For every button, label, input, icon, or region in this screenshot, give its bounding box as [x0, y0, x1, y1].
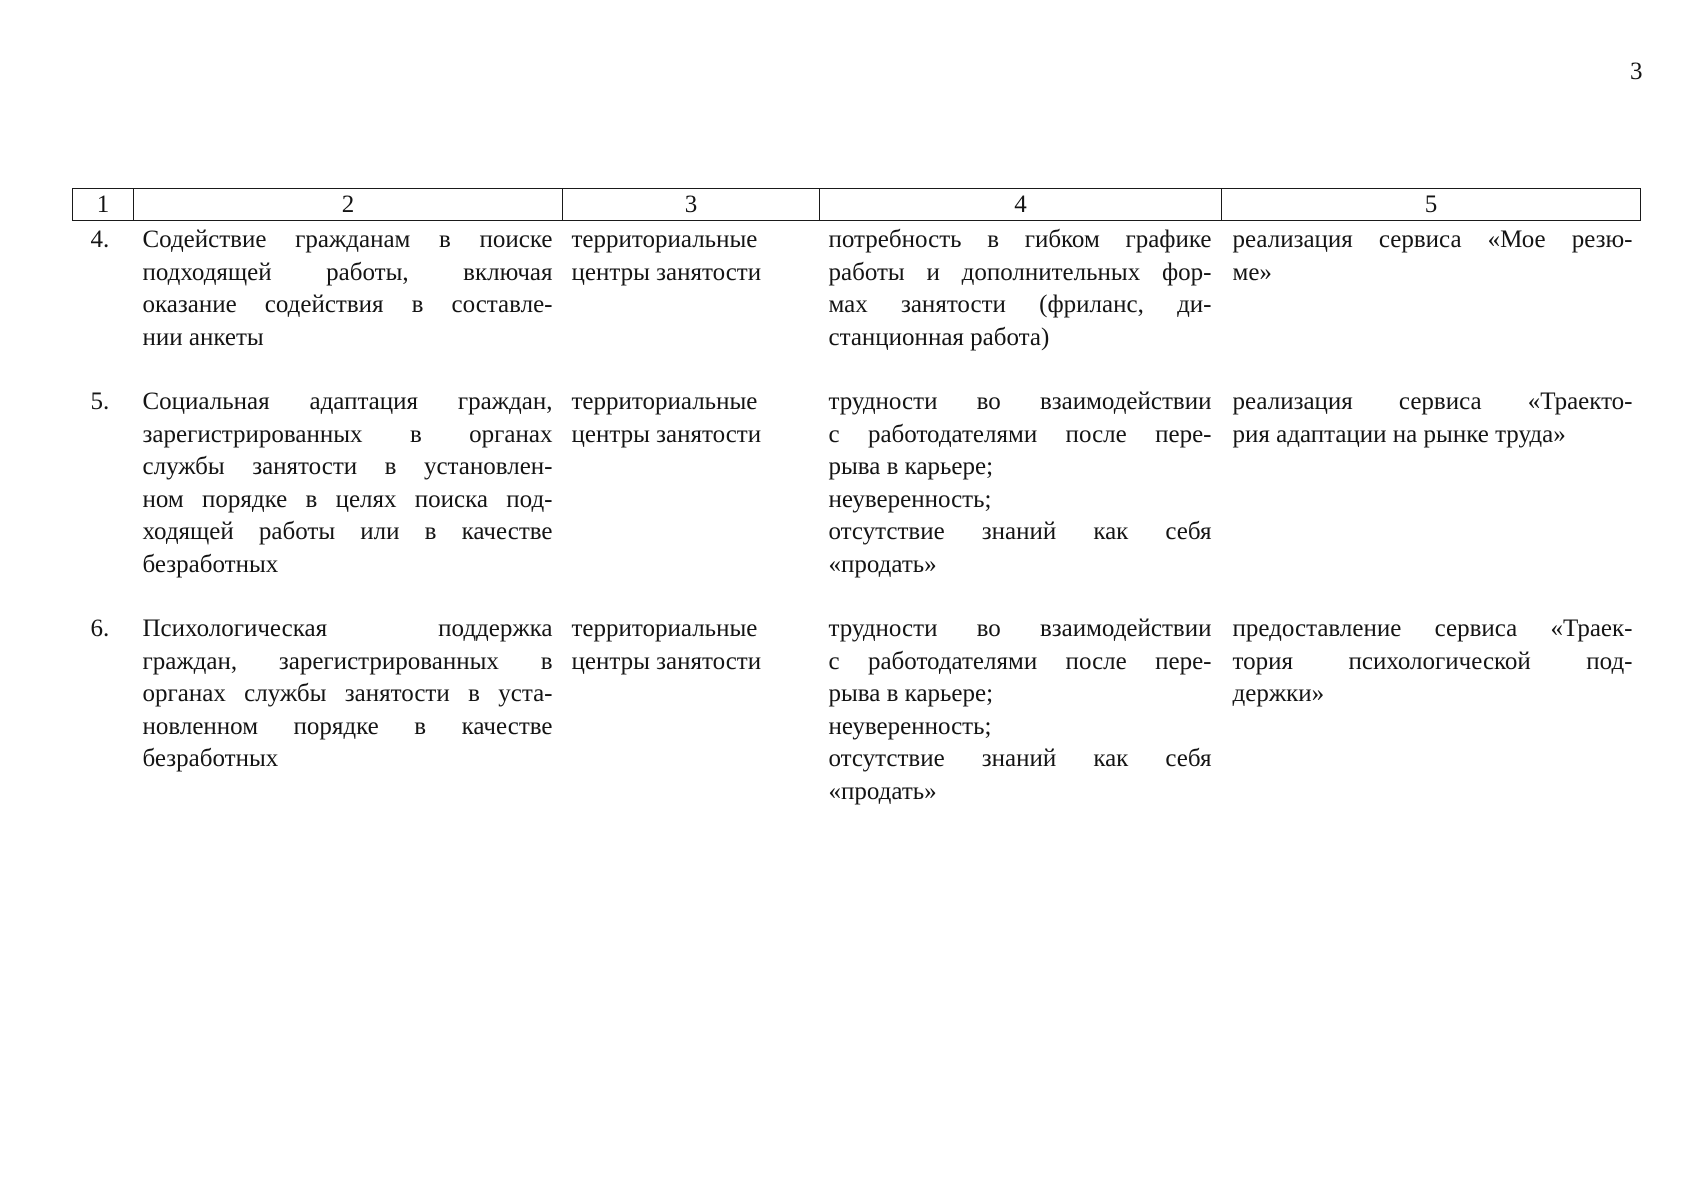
table-row: [73, 613, 1641, 808]
text-line: станционная работа): [828, 323, 1050, 351]
text-line: рыва в карьере;: [828, 680, 994, 707]
text-line: держки»: [1232, 680, 1325, 707]
service-description-cell: [134, 221, 563, 355]
service-description: [134, 613, 563, 776]
solution: [1222, 613, 1641, 711]
text-line: оказание содействия в составле-: [142, 291, 553, 318]
text-line: территориальные: [571, 615, 758, 642]
problem-cell: [820, 613, 1222, 808]
problem: [820, 224, 1222, 354]
table-body: [73, 221, 1641, 809]
row-spacer: [73, 581, 1641, 613]
text-line: ходящей работы или в качестве: [142, 518, 553, 545]
solution-cell: [1222, 613, 1641, 808]
responsible-party-cell: [563, 613, 820, 808]
text-line: органах службы занятости в уста-: [142, 680, 553, 707]
text-line: службы занятости в установлен-: [142, 453, 553, 480]
responsible-party: [563, 613, 820, 678]
problem: [820, 386, 1222, 581]
text-line: с работодателями после пере-: [828, 647, 1212, 675]
row-number: 5.: [90, 388, 110, 415]
header-col-5: 5: [1222, 189, 1641, 221]
row-spacer: [73, 354, 1641, 386]
text-line: отсутствие знаний как себя: [828, 745, 1212, 772]
text-line: рия адаптации на рынке труда»: [1232, 420, 1566, 448]
text-line: новленном порядке в качестве: [142, 712, 553, 740]
table-header-row: [73, 189, 1641, 221]
text-line: центры занятости: [571, 647, 762, 675]
solution: [1222, 224, 1641, 289]
text-line: граждан, зарегистрированных в: [142, 647, 553, 675]
header-col-4: 4: [820, 189, 1222, 221]
service-description: [134, 386, 563, 581]
services-table: [72, 188, 1641, 808]
service-description-cell: [134, 613, 563, 808]
text-line: отсутствие знаний как себя: [828, 518, 1212, 545]
text-line: нии анкеты: [142, 323, 264, 351]
solution: [1222, 386, 1641, 451]
service-description-cell: [134, 386, 563, 581]
solution-cell: [1222, 221, 1641, 355]
text-line: реализация сервиса «Траекто-: [1232, 388, 1633, 415]
header-col-2: 2: [134, 189, 563, 221]
spacer-cell: [73, 581, 1641, 613]
row-number-cell: [73, 613, 134, 808]
text-line: реализация сервиса «Мое резю-: [1232, 226, 1633, 253]
text-line: рыва в карьере;: [828, 453, 994, 480]
header-col-3: 3: [563, 189, 820, 221]
text-line: потребность в гибком графике: [828, 226, 1212, 253]
header-col-1: 1: [73, 189, 134, 221]
text-line: трудности во взаимодействии: [828, 615, 1212, 642]
text-line: территориальные: [571, 226, 758, 253]
text-line: Социальная адаптация граждан,: [142, 388, 553, 415]
problem-cell: [820, 386, 1222, 581]
text-line: Психологическая поддержка: [142, 615, 553, 642]
text-line: работы и дополнительных фор-: [828, 258, 1212, 286]
page-number: 3: [1630, 58, 1643, 85]
text-line: безработных: [142, 745, 279, 772]
text-line: мах занятости (фриланс, ди-: [828, 291, 1212, 318]
text-line: предоставление сервиса «Траек-: [1232, 615, 1633, 642]
text-line: зарегистрированных в органах: [142, 420, 553, 448]
text-line: трудности во взаимодействии: [828, 388, 1212, 415]
text-line: центры занятости: [571, 258, 762, 286]
text-line: ном порядке в целях поиска под-: [142, 485, 553, 513]
text-line: подходящей работы, включая: [142, 258, 553, 286]
text-line: ме»: [1232, 258, 1272, 286]
text-line: «продать»: [828, 550, 937, 578]
spacer-cell: [73, 354, 1641, 386]
solution-cell: [1222, 386, 1641, 581]
text-line: безработных: [142, 550, 279, 578]
text-line: неуверенность;: [828, 712, 992, 740]
text-line: центры занятости: [571, 420, 762, 448]
text-line: «продать»: [828, 777, 937, 805]
text-line: тория психологической под-: [1232, 647, 1633, 675]
problem: [820, 613, 1222, 808]
problem-cell: [820, 221, 1222, 355]
row-number-cell: [73, 221, 134, 355]
table-row: [73, 386, 1641, 581]
text-line: Содействие гражданам в поиске: [142, 226, 553, 253]
row-number: 6.: [90, 615, 110, 642]
responsible-party-cell: [563, 386, 820, 581]
service-description: [134, 224, 563, 354]
text-line: с работодателями после пере-: [828, 420, 1212, 448]
row-number: 4.: [90, 226, 110, 253]
responsible-party: [563, 224, 820, 289]
row-number-cell: [73, 386, 134, 581]
text-line: территориальные: [571, 388, 758, 415]
table-row: [73, 221, 1641, 355]
responsible-party: [563, 386, 820, 451]
responsible-party-cell: [563, 221, 820, 355]
text-line: неуверенность;: [828, 485, 992, 513]
